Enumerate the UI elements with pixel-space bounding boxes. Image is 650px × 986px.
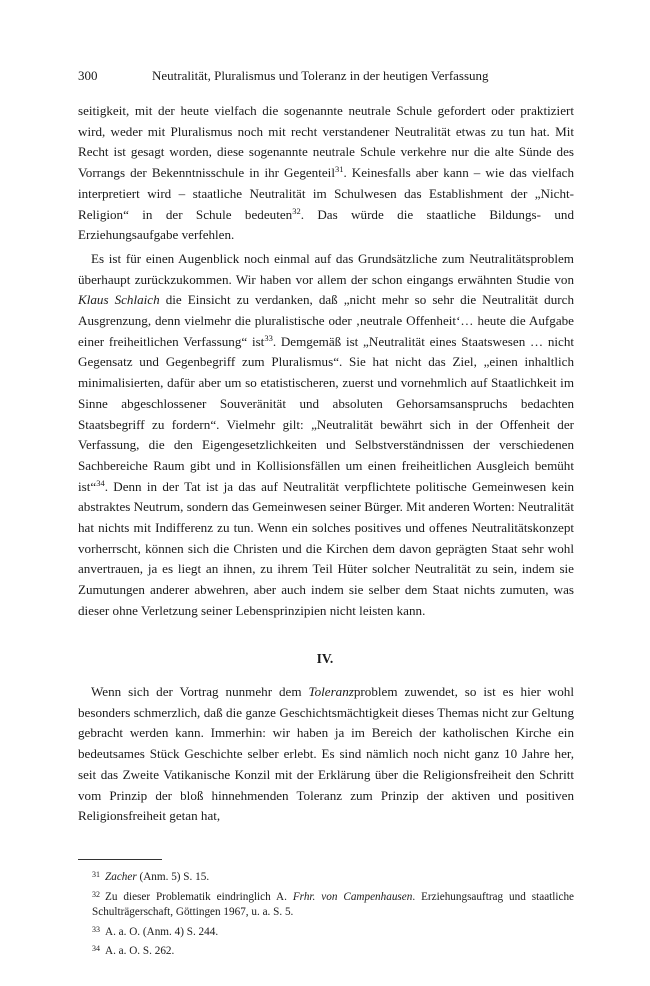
text-run: Wenn sich der Vortrag nunmehr dem — [91, 684, 309, 699]
main-text — [78, 101, 574, 622]
footnote-ref-32[interactable]: 32 — [292, 205, 301, 216]
footnote-number: 31 — [92, 870, 100, 879]
paragraph-2 — [78, 249, 574, 622]
footnote-text: Zu dieser Problematik eindringlich A. — [105, 890, 293, 903]
text-run: seitigkeit, mit der heute vielfach die sogenannte neutrale Schule gefordert oder praktiziert wird, weder mit Pluralismus noch mit recht verstandener Neutralität etwas zu tun hat. Mit Recht ist gesagt worden, diese sogenannte neutrale Schule verkehre nur die alte Sünde des Vorrangs der Bekenntnisschule in ihr Gegenteil — [78, 103, 574, 181]
text-run: Es ist für einen Augenblick noch einmal auf das Grundsätzliche zum Neutralitätsproblem überhaupt zurückzukommen. Wir haben vor allem der schon eingangs erwähnten Studie von — [78, 250, 574, 287]
text-run: problem zuwendet, so ist es hier wohl besonders schmerzlich, daß die ganze Geschichtsmächtigkeit dieses Themas nicht zur Geltung gebracht werden kann. Immerhin: wir haben ja im Bereich der katholischen Kirche ein bedeutsames Stück Geschichte selber erlebt. Es sind nämlich noch nicht ganz 10 Jahre her, seit das Zweite Vatikanische Konzil mit der Erklärung über die Religionsfreiheit den Schritt vom Prinzip der bloß hinnehmenden Toleranz zum Prinzip der aktiven und positiven Religionsfreiheit getan hat, — [78, 684, 574, 824]
running-title: Neutralität, Pluralismus und Toleranz in der heutigen Verfassung — [152, 68, 489, 83]
footnote-text: (Anm. 5) S. 15. — [136, 871, 210, 883]
footnote-ref-31[interactable]: 31 — [334, 164, 344, 175]
cited-author: Zacher — [105, 871, 137, 883]
footnote-31 — [78, 867, 574, 886]
footnote-text: A. a. O. (Anm. 4) S. 244. — [105, 925, 219, 938]
text-run: . Das würde die staatliche Bildungs- und Erziehungsaufgabe verfehlen. — [78, 206, 574, 243]
text-run: . Denn in der Tat ist ja das auf Neutralität verpflichtete politische Gemeinwesen kein abstraktes Neutrum, sondern das Gemeinwesen seiner Bürger. Mit anderen Worten: Neutralität hat nichts mit Indifferenz zu tun. Wenn ein solches positives und offenes Neutralitätskonzept vorherrscht, können sich die Christen und die Kirchen dem davon geprägten Staat sehr wohl anvertrauen, ja es liegt an ihnen, zu ihrem Teil Hüter solcher Neutralität zu sein, indem sie Zumutungen anderer abwehren, aber auch indem sie selber dem Staat nichts zumuten, was dieser ohne Verletzung seiner Lebensprinzipien nicht leisten kann. — [78, 478, 574, 618]
paragraph-3 — [78, 682, 574, 827]
footnote-text: A. a. O. S. 262. — [105, 945, 175, 957]
footnote-number: 33 — [92, 924, 100, 934]
cited-author: Frhr. von Campenhausen — [292, 890, 413, 903]
footnote-33 — [78, 922, 574, 941]
author-name: Klaus Schlaich — [78, 292, 160, 308]
footnote-34 — [78, 941, 574, 960]
section-heading: IV. — [316, 651, 334, 666]
footnote-number: 32 — [92, 889, 100, 899]
text-run: . Demgemäß ist „Neutralität eines Staatswesen … nicht Gegensatz und Gegenbegriff zum Pluralismus“. Sie hat nicht das Ziel, „einen inhaltlich minimalisierten, dafür aber um so etatistischeren, zuerst und vornehmlich auf Staatlichkeit im Sinne abgeschlossener Souveränität und absoluten Gehorsamsanspruchs bedachten Staatsbegriff zu fordern“. Vielmehr gilt: „Neutralität bewährt sich in der Offenheit der Verfassung, die den Eigengesetzlichkeiten und Selbstverständnissen der verschiedenen Sachbereiche Raum gibt und in Kollisionsfällen um einen freiheitlichen Ausgleich bemüht ist“ — [78, 333, 574, 494]
text-run: die Einsicht zu verdanken, daß „nicht mehr so sehr die Neutralität durch Ausgrenzung, denn vielmehr die pluralistische oder ‚neutrale Offenheit‘… heute die Aufgabe einer freiheitlichen Verfassung“ ist — [78, 292, 574, 349]
page-number: 300 — [78, 68, 98, 83]
footnotes — [78, 867, 574, 961]
text-run: . Keinesfalls aber kann – wie das vielfach interpretiert wird – staatliche Neutralität im Schulwesen das Establishment der „Nicht-Religion“ in der Schule bedeuten — [78, 165, 574, 222]
footnote-number: 34 — [92, 944, 100, 953]
footnote-32 — [78, 887, 574, 921]
footnote-ref-34[interactable]: 34 — [96, 477, 105, 488]
footnote-ref-33[interactable]: 33 — [264, 332, 273, 343]
footnote-text: . Erziehungsauftrag und staatliche Schulträgerschaft, Göttingen 1967, u. a. S. 5. — [92, 890, 575, 918]
paragraph-1 — [78, 101, 574, 246]
emphasis: Toleranz — [308, 684, 354, 699]
footnote-divider — [78, 859, 162, 860]
running-header — [78, 68, 573, 84]
main-text-continued — [78, 682, 574, 827]
